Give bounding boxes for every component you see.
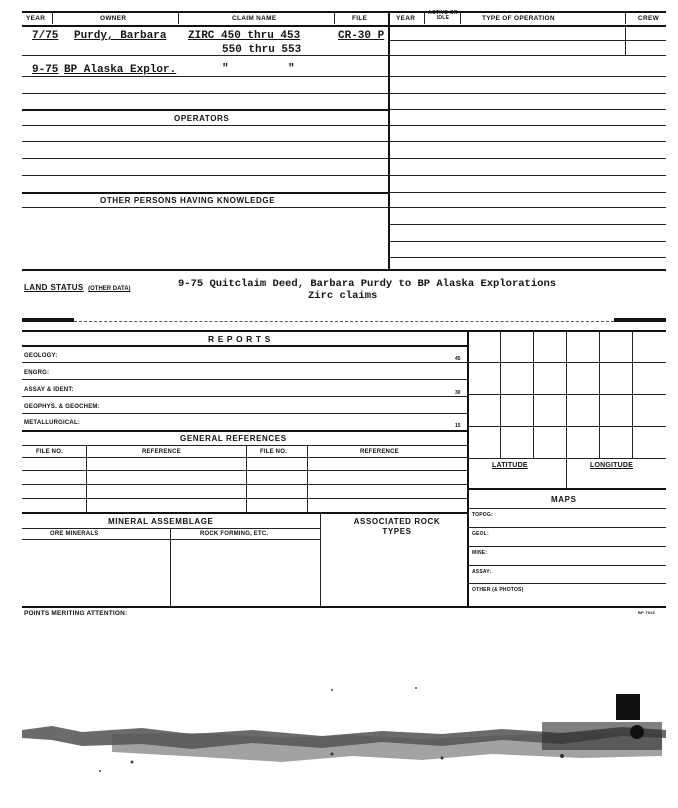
header-divider xyxy=(625,12,626,24)
latitude-label: LATITUDE xyxy=(492,462,528,469)
refs-bottom-border xyxy=(22,512,467,514)
main-column-divider xyxy=(388,11,390,269)
longitude-label: LONGITUDE xyxy=(590,462,634,469)
row-line xyxy=(467,508,666,509)
row-line xyxy=(22,362,467,363)
report-row-label: ASSAY & IDENT: xyxy=(24,387,74,393)
grid-number: 45 xyxy=(455,356,461,362)
row-line xyxy=(388,241,666,242)
row-line xyxy=(22,379,467,380)
row-line xyxy=(388,257,666,258)
row-line xyxy=(467,583,666,584)
entry-claim-cont: 550 thru 553 xyxy=(222,44,302,56)
header-divider xyxy=(424,12,425,24)
land-status-label xyxy=(24,277,131,295)
row-line xyxy=(22,55,388,56)
grid-number: 30 xyxy=(455,390,461,396)
header-divider xyxy=(52,12,53,24)
entry-file: CR-30 P xyxy=(338,30,385,42)
maps-heading: MAPS xyxy=(551,495,577,504)
col-owner-header: OWNER xyxy=(100,15,127,22)
grid-number: 15 xyxy=(455,423,461,429)
row-line xyxy=(22,430,467,432)
map-row-label: ASSAY: xyxy=(472,569,492,575)
form-number: BP 7916 xyxy=(638,610,655,615)
mineral-col-ore: ORE MINERALS xyxy=(50,531,99,537)
ref-col-file-no: FILE NO. xyxy=(260,449,287,455)
col-claim-name-header: CLAIM NAME xyxy=(232,15,277,22)
map-row-label: MINE: xyxy=(472,550,488,556)
separator-line xyxy=(74,321,614,322)
land-status-note: 9-75 Quitclaim Deed, Barbara Purdy to BP Alaska Explorations xyxy=(178,278,557,290)
row-line xyxy=(388,192,666,193)
reports-header-border xyxy=(22,345,467,347)
ref-divider xyxy=(246,445,247,512)
row-line xyxy=(22,76,388,77)
top-border xyxy=(22,11,666,13)
ditto-mark: " xyxy=(222,63,229,75)
header-divider xyxy=(178,12,179,24)
row-line xyxy=(22,158,388,159)
ref-divider xyxy=(307,445,308,512)
row-line xyxy=(388,224,666,225)
row-line xyxy=(22,93,388,94)
ditto-mark: " xyxy=(288,63,295,75)
col-year2-header: YEAR xyxy=(396,15,416,22)
other-persons-heading: OTHER PERSONS HAVING KNOWLEDGE xyxy=(100,196,276,205)
row-line xyxy=(22,207,388,208)
row-line xyxy=(22,175,388,176)
entry-year: 9-75 xyxy=(32,64,59,76)
scan-artifact-area xyxy=(22,686,666,786)
ref-col-reference: REFERENCE xyxy=(142,449,181,455)
edge-mark xyxy=(614,318,666,322)
row-line xyxy=(22,125,388,126)
associated-rock-types-heading: ASSOCIATED ROCK TYPES xyxy=(353,517,441,536)
rock-types-divider xyxy=(320,512,321,606)
land-status-title: LAND STATUS xyxy=(24,283,84,292)
col-year-header: YEAR xyxy=(26,15,46,22)
reports-bottom-border xyxy=(22,606,666,608)
row-line xyxy=(22,498,467,499)
row-line xyxy=(22,539,320,540)
row-line xyxy=(467,565,666,566)
operators-heading: OPERATORS xyxy=(174,114,230,123)
mineral-col-rock: ROCK FORMING, ETC. xyxy=(200,531,269,537)
general-references-heading: GENERAL REFERENCES xyxy=(180,434,287,443)
row-line xyxy=(22,192,388,194)
row-line xyxy=(467,527,666,528)
land-status-subtitle: (OTHER DATA) xyxy=(88,286,131,292)
row-line xyxy=(22,141,388,142)
entry-owner: BP Alaska Explor. xyxy=(64,64,177,76)
row-line xyxy=(22,484,467,485)
col-active-idle-header: ACTIVE OR IDLE xyxy=(428,10,458,21)
row-line xyxy=(388,109,666,110)
edge-mark xyxy=(22,318,74,322)
row-line xyxy=(22,528,320,529)
row-line xyxy=(388,125,666,126)
report-row-label: METALLURGICAL: xyxy=(24,420,81,426)
row-line xyxy=(388,76,666,77)
ref-col-file-no: FILE NO. xyxy=(36,449,63,455)
col-crew-header: CREW xyxy=(638,15,660,22)
points-meriting-attention: POINTS MERITING ATTENTION: xyxy=(24,610,128,617)
ref-col-reference: REFERENCE xyxy=(360,449,399,455)
mineral-divider xyxy=(170,528,171,606)
row-line xyxy=(388,55,666,56)
latlong-divider xyxy=(566,458,567,488)
report-row-label: GEOPHYS. & GEOCHEM: xyxy=(24,404,100,410)
col-file-header: FILE xyxy=(352,15,368,22)
col-type-of-operation-header: TYPE OF OPERATION xyxy=(482,15,555,22)
header-bottom-border xyxy=(22,25,666,27)
report-row-label: GEOLOGY: xyxy=(24,353,58,359)
report-row-label: ENGRG: xyxy=(24,370,50,376)
row-line xyxy=(388,141,666,142)
row-line xyxy=(22,445,467,446)
location-grid xyxy=(467,330,666,458)
row-line xyxy=(22,396,467,397)
row-line xyxy=(467,546,666,547)
row-line xyxy=(22,109,388,111)
map-row-label: OTHER (& PHOTOS) xyxy=(472,587,524,593)
header-divider xyxy=(334,12,335,24)
map-row-label: TOPOG: xyxy=(472,512,493,518)
land-status-note-cont: Zirc claims xyxy=(308,290,378,302)
map-row-label: GEOL: xyxy=(472,531,489,537)
row-line xyxy=(22,457,467,458)
header-divider xyxy=(460,12,461,24)
mineral-assemblage-heading: MINERAL ASSEMBLAGE xyxy=(108,517,214,526)
entry-year: 7/75 xyxy=(32,30,59,42)
row-line xyxy=(22,413,467,414)
row-line xyxy=(388,175,666,176)
ref-divider xyxy=(86,445,87,512)
row-line xyxy=(22,470,467,471)
entry-claim: ZIRC 450 thru 453 xyxy=(188,30,301,42)
latlong-bottom xyxy=(467,488,666,490)
row-line xyxy=(388,93,666,94)
reports-heading: R E P O R T S xyxy=(208,334,271,344)
row-line xyxy=(388,158,666,159)
entry-owner: Purdy, Barbara xyxy=(74,30,167,42)
row-line xyxy=(388,40,666,41)
top-section-bottom-border xyxy=(22,269,666,271)
row-line xyxy=(388,207,666,208)
